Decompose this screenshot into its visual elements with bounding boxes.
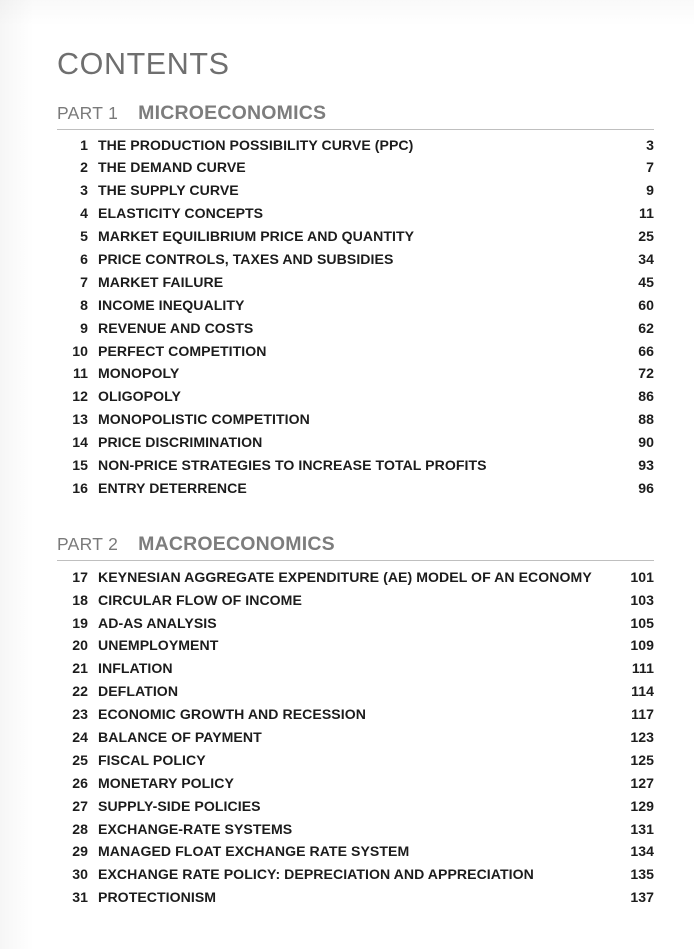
toc-entry-page: 11	[639, 205, 654, 222]
toc-entry-title: THE PRODUCTION POSSIBILITY CURVE (PPC)	[98, 136, 414, 153]
toc-entry[interactable]	[57, 251, 654, 274]
toc-entry-number: 7	[80, 273, 88, 290]
toc-entry-title: PERFECT COMPETITION	[98, 342, 267, 359]
toc-entry[interactable]	[57, 752, 654, 775]
toc-entry-page: 90	[638, 434, 654, 451]
toc-entry-page: 3	[646, 136, 654, 153]
toc-entry-number: 8	[80, 296, 88, 313]
toc-entry-number: 5	[80, 228, 88, 245]
toc-entry-title: PRICE DISCRIMINATION	[98, 434, 263, 451]
toc-entry-number: 3	[80, 182, 88, 199]
toc-entry[interactable]	[57, 775, 654, 798]
toc-entry-title: PRICE CONTROLS, TAXES AND SUBSIDIES	[98, 250, 394, 267]
toc-list-part-1	[57, 130, 654, 503]
toc-entry-page: 131	[630, 820, 654, 837]
toc-entry-page: 117	[631, 706, 654, 723]
toc-entry-number: 19	[72, 614, 88, 631]
toc-entry-number: 26	[72, 774, 88, 791]
toc-entry[interactable]	[57, 228, 654, 251]
part-heading-2	[57, 533, 654, 561]
toc-entry[interactable]	[57, 457, 654, 480]
part-name-1: MICROECONOMICS	[138, 101, 327, 124]
toc-entry-number: 28	[72, 820, 88, 837]
toc-entry-title: MARKET FAILURE	[98, 273, 224, 290]
toc-entry-page: 123	[630, 728, 654, 745]
toc-entry[interactable]	[57, 274, 654, 297]
toc-entry-title: EXCHANGE RATE POLICY: DEPRECIATION AND APPRECIATION	[98, 866, 534, 883]
toc-entry-title: ELASTICITY CONCEPTS	[98, 205, 264, 222]
toc-entry-title: REVENUE AND COSTS	[98, 319, 254, 336]
toc-entry-page: 109	[630, 637, 654, 654]
toc-entry-page: 103	[630, 591, 654, 608]
toc-entry-page: 96	[638, 479, 654, 496]
toc-entry-title: THE DEMAND CURVE	[98, 159, 246, 176]
toc-entry-title: MARKET EQUILIBRIUM PRICE AND QUANTITY	[98, 228, 415, 245]
toc-entry[interactable]	[57, 411, 654, 434]
toc-entry-number: 1	[80, 136, 88, 153]
toc-entry-title: MONETARY POLICY	[98, 774, 234, 791]
toc-entry[interactable]	[57, 480, 654, 503]
toc-entry[interactable]	[57, 320, 654, 343]
toc-entry-title: AD-AS ANALYSIS	[98, 614, 217, 631]
toc-entry-title: DEFLATION	[98, 683, 179, 700]
toc-entry-number: 22	[72, 683, 88, 700]
toc-entry[interactable]	[57, 729, 654, 752]
toc-entry-title: EXCHANGE-RATE SYSTEMS	[98, 820, 293, 837]
toc-entry[interactable]	[57, 843, 654, 866]
toc-entry-page: 88	[638, 411, 654, 428]
toc-entry-number: 25	[72, 751, 88, 768]
part-kicker-2: PART 2	[57, 533, 119, 554]
toc-entry-page: 34	[638, 250, 654, 267]
toc-entry-number: 11	[73, 365, 88, 382]
toc-entry[interactable]	[57, 297, 654, 320]
toc-entry-title: INCOME INEQUALITY	[98, 296, 245, 313]
toc-entry-number: 17	[72, 568, 88, 585]
toc-list-part-2	[57, 561, 654, 912]
toc-entry-title: INFLATION	[98, 660, 173, 677]
part-kicker-1: PART 1	[57, 102, 119, 123]
toc-entry-page: 7	[646, 159, 654, 176]
toc-entry[interactable]	[57, 615, 654, 638]
toc-entry-title: OLIGOPOLY	[98, 388, 181, 405]
toc-entry-number: 20	[72, 637, 88, 654]
toc-entry-number: 24	[72, 728, 88, 745]
contents-body	[57, 0, 654, 912]
toc-entry-number: 12	[72, 388, 88, 405]
toc-entry-number: 4	[80, 205, 88, 222]
toc-entry-title: THE SUPPLY CURVE	[98, 182, 239, 199]
toc-entry-page: 114	[631, 683, 654, 700]
toc-entry-number: 18	[72, 591, 88, 608]
toc-entry-title: PROTECTIONISM	[98, 889, 217, 906]
page-title: CONTENTS	[57, 47, 230, 81]
toc-entry-page: 111	[631, 660, 654, 677]
toc-entry-title: ENTRY DETERRENCE	[98, 479, 247, 496]
toc-entry-number: 2	[80, 159, 88, 176]
toc-entry-page: 101	[630, 568, 654, 585]
toc-entry-title: NON-PRICE STRATEGIES TO INCREASE TOTAL PROFITS	[98, 456, 487, 473]
toc-entry[interactable]	[57, 592, 654, 615]
toc-entry-number: 13	[72, 411, 88, 428]
toc-entry-number: 14	[72, 434, 88, 451]
toc-entry[interactable]	[57, 706, 654, 729]
toc-entry-title: KEYNESIAN AGGREGATE EXPENDITURE (AE) MODEL OF AN ECONOMY	[98, 568, 592, 585]
toc-entry-number: 9	[80, 319, 88, 336]
toc-entry-page: 134	[630, 843, 654, 860]
toc-entry-title: MANAGED FLOAT EXCHANGE RATE SYSTEM	[98, 843, 410, 860]
toc-entry-number: 23	[72, 706, 88, 723]
toc-entry-page: 25	[638, 228, 654, 245]
toc-entry-page: 137	[630, 889, 654, 906]
toc-entry[interactable]	[57, 205, 654, 228]
toc-entry-number: 15	[72, 456, 88, 473]
toc-entry-number: 10	[72, 342, 88, 359]
toc-entry-page: 9	[646, 182, 654, 199]
part-heading-1	[57, 102, 654, 130]
toc-entry[interactable]	[57, 798, 654, 821]
toc-entry[interactable]	[57, 866, 654, 889]
toc-entry-page: 45	[638, 273, 654, 290]
toc-entry[interactable]	[57, 182, 654, 205]
toc-entry-page: 66	[638, 342, 654, 359]
toc-entry-number: 21	[72, 660, 88, 677]
toc-entry[interactable]	[57, 569, 654, 592]
toc-entry-title: ECONOMIC GROWTH AND RECESSION	[98, 706, 366, 723]
toc-entry-number: 6	[80, 250, 88, 267]
toc-entry-page: 86	[638, 388, 654, 405]
toc-entry-page: 62	[638, 319, 654, 336]
toc-entry-page: 127	[630, 774, 654, 791]
toc-entry[interactable]	[57, 159, 654, 182]
toc-entry-title: CIRCULAR FLOW OF INCOME	[98, 591, 302, 608]
toc-entry[interactable]	[57, 821, 654, 844]
toc-entry-number: 30	[72, 866, 88, 883]
toc-entry-number: 16	[72, 479, 88, 496]
toc-entry-number: 27	[72, 797, 88, 814]
toc-entry-title: FISCAL POLICY	[98, 751, 206, 768]
toc-entry[interactable]	[57, 660, 654, 683]
toc-entry[interactable]	[57, 343, 654, 366]
toc-entry[interactable]	[57, 388, 654, 411]
toc-entry[interactable]	[57, 683, 654, 706]
toc-entry-title: SUPPLY-SIDE POLICIES	[98, 797, 261, 814]
toc-entry-title: MONOPOLISTIC COMPETITION	[98, 411, 310, 428]
toc-entry-number: 31	[72, 889, 88, 906]
toc-entry-title: BALANCE OF PAYMENT	[98, 728, 262, 745]
toc-entry-page: 72	[638, 365, 654, 382]
toc-entry[interactable]	[57, 889, 654, 912]
toc-entry-page: 125	[630, 751, 654, 768]
toc-entry-page: 60	[638, 296, 654, 313]
toc-entry-page: 135	[630, 866, 654, 883]
toc-entry[interactable]	[57, 365, 654, 388]
toc-entry-number: 29	[72, 843, 88, 860]
toc-entry[interactable]	[57, 137, 654, 160]
toc-entry-page: 129	[630, 797, 654, 814]
toc-entry-page: 93	[638, 456, 654, 473]
toc-entry[interactable]	[57, 637, 654, 660]
toc-entry-title: MONOPOLY	[98, 365, 180, 382]
toc-entry-title: UNEMPLOYMENT	[98, 637, 219, 654]
toc-entry[interactable]	[57, 434, 654, 457]
toc-entry-page: 105	[630, 614, 654, 631]
part-name-2: MACROECONOMICS	[138, 532, 335, 555]
